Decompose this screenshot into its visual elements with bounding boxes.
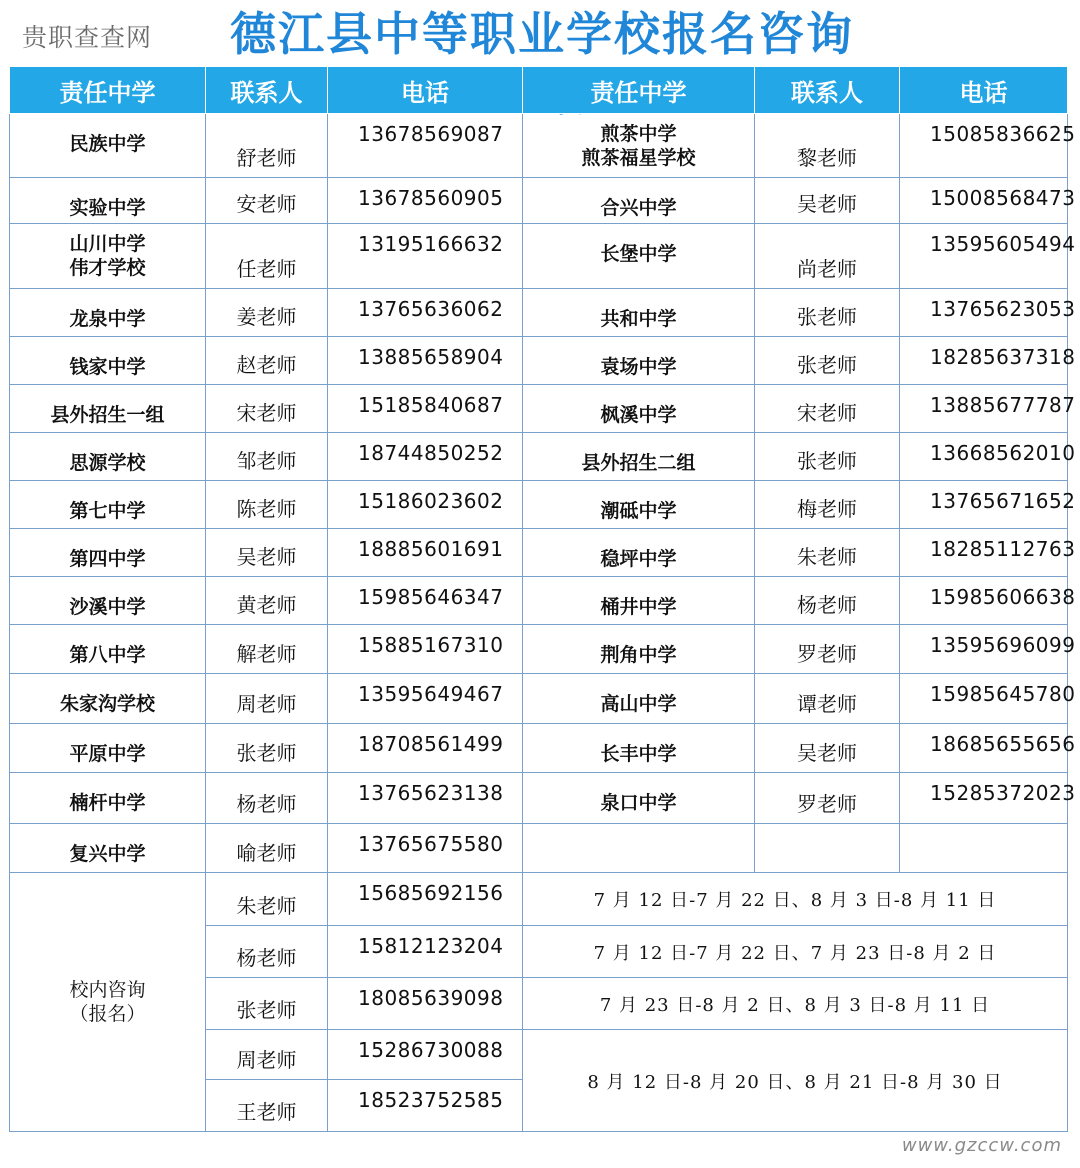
header-phone: 电话 xyxy=(900,67,1068,114)
school-name-line: 荆角中学 xyxy=(600,644,677,666)
school-name xyxy=(10,433,206,481)
table-row xyxy=(10,625,1068,674)
school-name-line: 复兴中学 xyxy=(69,843,146,865)
contact-name: 周老师 xyxy=(206,674,328,724)
phone-number: 15186023602 xyxy=(328,481,523,529)
contact-name: 张老师 xyxy=(755,433,900,481)
phone-number: 13595649467 xyxy=(328,674,523,724)
school-name xyxy=(523,577,755,625)
header-phone: 电话 xyxy=(328,67,523,114)
phone-number: 15985606638 xyxy=(900,577,1068,625)
contact-name: 吴老师 xyxy=(755,724,900,773)
school-name xyxy=(10,773,206,824)
contact-name: 周老师 xyxy=(206,1030,328,1080)
header-contact: 联系人 xyxy=(206,67,328,114)
school-name xyxy=(523,385,755,433)
consult-row xyxy=(10,873,1068,926)
contact-name: 安老师 xyxy=(206,178,328,224)
site-url-watermark: www.gzccw.com xyxy=(901,1135,1062,1156)
contact-name: 宋老师 xyxy=(755,385,900,433)
contact-name: 姜老师 xyxy=(206,289,328,337)
school-name xyxy=(10,289,206,337)
school-name-line: 思源学校 xyxy=(69,452,146,474)
phone-number: 18885601691 xyxy=(328,529,523,577)
contact-name: 舒老师 xyxy=(206,114,328,178)
header-contact: 联系人 xyxy=(755,67,900,114)
school-name-line: 平原中学 xyxy=(69,743,146,765)
table-row xyxy=(10,224,1068,289)
school-name-line: 钱家中学 xyxy=(69,356,146,378)
phone-number: 13765623053 xyxy=(900,289,1068,337)
school-name xyxy=(523,289,755,337)
consult-dates: 7 月 12 日-7 月 22 日、8 月 3 日-8 月 11 日 xyxy=(523,873,1068,926)
phone-number: 18085639098 xyxy=(328,978,523,1030)
school-name-line: 县外招生一组 xyxy=(50,404,165,426)
school-name xyxy=(10,824,206,873)
consult-label-line: （报名） xyxy=(69,1003,146,1025)
school-name-line: 桶井中学 xyxy=(600,596,677,618)
phone-number: 18685655656 xyxy=(900,724,1068,773)
school-name-line: 龙泉中学 xyxy=(69,308,146,330)
school-name-line: 民族中学 xyxy=(69,133,146,155)
school-name xyxy=(523,724,755,773)
school-name xyxy=(10,625,206,674)
phone-number: 18285637318 xyxy=(900,337,1068,385)
school-name-line: 第八中学 xyxy=(69,644,146,666)
table-header-row xyxy=(10,67,1068,114)
consult-dates: 7 月 12 日-7 月 22 日、7 月 23 日-8 月 2 日 xyxy=(523,926,1068,978)
school-name xyxy=(10,529,206,577)
school-name xyxy=(10,224,206,289)
school-name-line: 枫溪中学 xyxy=(600,404,677,426)
phone-number: 13668562010 xyxy=(900,433,1068,481)
phone-number: 15286730088 xyxy=(328,1030,523,1080)
school-name-line: 县外招生二组 xyxy=(581,452,696,474)
contact-name: 朱老师 xyxy=(755,529,900,577)
phone-number: 13765671652 xyxy=(900,481,1068,529)
consult-dates: 7 月 23 日-8 月 2 日、8 月 3 日-8 月 11 日 xyxy=(523,978,1068,1030)
phone-number xyxy=(900,824,1068,873)
contact-name: 宋老师 xyxy=(206,385,328,433)
contact-name: 罗老师 xyxy=(755,625,900,674)
school-name xyxy=(523,337,755,385)
table-row xyxy=(10,481,1068,529)
phone-number: 13765636062 xyxy=(328,289,523,337)
phone-number: 18708561499 xyxy=(328,724,523,773)
site-watermark: 贵职查查网 xyxy=(22,23,153,52)
school-name-line: 第四中学 xyxy=(69,548,146,570)
phone-number: 15085836625 xyxy=(900,114,1068,178)
school-name-line: 泉口中学 xyxy=(600,792,677,814)
school-name xyxy=(10,337,206,385)
contact-name: 罗老师 xyxy=(755,773,900,824)
contact-name: 张老师 xyxy=(206,978,328,1030)
contact-name: 解老师 xyxy=(206,625,328,674)
contact-name: 黎老师 xyxy=(755,114,900,178)
school-name-line: 长堡中学 xyxy=(600,243,677,265)
school-name xyxy=(10,674,206,724)
phone-number: 15008568473 xyxy=(900,178,1068,224)
school-name-line: 伟才学校 xyxy=(69,257,146,279)
school-name-line: 煎茶福星学校 xyxy=(581,147,696,169)
table-row xyxy=(10,529,1068,577)
school-name xyxy=(523,433,755,481)
school-name-line: 潮砥中学 xyxy=(600,500,677,522)
table-row xyxy=(10,433,1068,481)
phone-number: 13765675580 xyxy=(328,824,523,873)
table-row xyxy=(10,773,1068,824)
contact-name: 杨老师 xyxy=(206,926,328,978)
contact-name: 吴老师 xyxy=(755,178,900,224)
table-row xyxy=(10,824,1068,873)
contact-name: 张老师 xyxy=(206,724,328,773)
phone-number: 15685692156 xyxy=(328,873,523,926)
contact-name: 张老师 xyxy=(755,289,900,337)
contact-name: 陈老师 xyxy=(206,481,328,529)
contact-name: 朱老师 xyxy=(206,873,328,926)
school-name-line: 实验中学 xyxy=(69,197,146,219)
page-title: 德江县中等职业学校报名咨询 xyxy=(230,7,854,61)
phone-number: 15985646347 xyxy=(328,577,523,625)
contact-name: 赵老师 xyxy=(206,337,328,385)
table-row xyxy=(10,385,1068,433)
phone-number: 13595696099 xyxy=(900,625,1068,674)
phone-number: 13595605494 xyxy=(900,224,1068,289)
table-row xyxy=(10,577,1068,625)
phone-number: 18744850252 xyxy=(328,433,523,481)
school-name-line: 共和中学 xyxy=(600,308,677,330)
phone-number: 15885167310 xyxy=(328,625,523,674)
phone-number: 13765623138 xyxy=(328,773,523,824)
table-row xyxy=(10,724,1068,773)
school-name xyxy=(10,724,206,773)
school-name-line: 朱家沟学校 xyxy=(59,693,155,715)
school-name xyxy=(10,577,206,625)
school-name-line: 沙溪中学 xyxy=(69,596,146,618)
contact-name: 黄老师 xyxy=(206,577,328,625)
school-name-line: 袁场中学 xyxy=(600,356,677,378)
table-row xyxy=(10,114,1068,178)
phone-number: 15985645780 xyxy=(900,674,1068,724)
phone-number: 15185840687 xyxy=(328,385,523,433)
consult-label-line: 校内咨询 xyxy=(69,979,146,1001)
contact-name: 喻老师 xyxy=(206,824,328,873)
school-name xyxy=(10,114,206,178)
school-name-line: 煎茶中学 xyxy=(600,123,677,145)
phone-number: 18523752585 xyxy=(328,1080,523,1132)
contact-table xyxy=(9,66,1076,1132)
phone-number: 15285372023 xyxy=(900,773,1068,824)
phone-number: 13195166632 xyxy=(328,224,523,289)
contact-name: 梅老师 xyxy=(755,481,900,529)
phone-number: 13885677787 xyxy=(900,385,1068,433)
consult-dates: 8 月 12 日-8 月 20 日、8 月 21 日-8 月 30 日 xyxy=(523,1030,1068,1132)
phone-number: 13678569087 xyxy=(328,114,523,178)
phone-number: 18285112763 xyxy=(900,529,1068,577)
contact-name: 邹老师 xyxy=(206,433,328,481)
header-school: 责任中学 xyxy=(10,67,206,114)
school-name-line: 第七中学 xyxy=(69,500,146,522)
phone-number: 15812123204 xyxy=(328,926,523,978)
school-name xyxy=(523,529,755,577)
contact-name: 杨老师 xyxy=(206,773,328,824)
phone-number: 13885658904 xyxy=(328,337,523,385)
school-name-line: 合兴中学 xyxy=(600,197,677,219)
school-name xyxy=(523,625,755,674)
contact-name: 吴老师 xyxy=(206,529,328,577)
contact-name: 张老师 xyxy=(755,337,900,385)
school-name xyxy=(10,385,206,433)
table-row xyxy=(10,289,1068,337)
school-name xyxy=(523,224,755,289)
phone-number: 13678560905 xyxy=(328,178,523,224)
school-name-line: 山川中学 xyxy=(69,233,146,255)
contact-name xyxy=(755,824,900,873)
school-name xyxy=(523,114,755,178)
school-name-line: 高山中学 xyxy=(600,693,677,715)
school-name-line: 楠杆中学 xyxy=(69,792,146,814)
contact-name: 王老师 xyxy=(206,1080,328,1132)
table-row xyxy=(10,178,1068,224)
school-name-line: 稳坪中学 xyxy=(600,548,677,570)
school-name xyxy=(523,178,755,224)
contact-name: 谭老师 xyxy=(755,674,900,724)
contact-name: 任老师 xyxy=(206,224,328,289)
contact-name: 杨老师 xyxy=(755,577,900,625)
school-name xyxy=(10,481,206,529)
school-name xyxy=(523,773,755,824)
contact-name: 尚老师 xyxy=(755,224,900,289)
table-row xyxy=(10,674,1068,724)
table-row xyxy=(10,337,1068,385)
school-name xyxy=(10,178,206,224)
school-name xyxy=(523,824,755,873)
consult-label xyxy=(10,873,206,1132)
school-name-line: 长丰中学 xyxy=(600,743,677,765)
header-school: 责任中学 xyxy=(523,67,755,114)
school-name xyxy=(523,674,755,724)
school-name xyxy=(523,481,755,529)
